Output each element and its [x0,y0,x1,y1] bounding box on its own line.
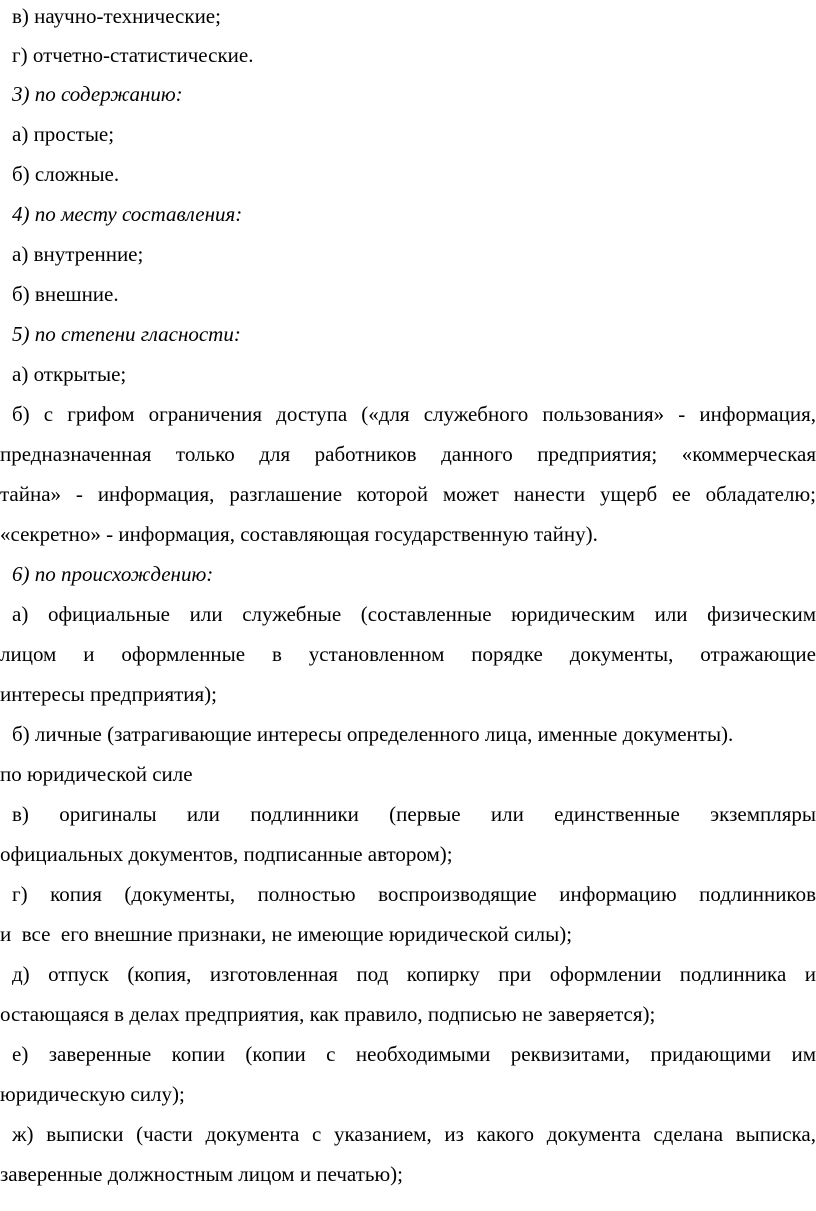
paragraph-line: официальных документов, подписанные автором); [0,842,453,866]
list-item: а) внутренние; [12,242,144,266]
list-item: в) научно-технические; [12,4,221,28]
paragraph-line: б) личные (затрагивающие интересы определенного лица, именные документы). [12,722,734,746]
paragraph-line: г) копия (документы, полностью воспроизводящие информацию подлинников [12,882,816,906]
list-item: а) открытые; [12,362,127,386]
paragraph-line: а) официальные или служебные (составленные юридическим или физическим [12,602,816,626]
list-item: а) простые; [12,122,115,146]
paragraph-line: по юридической силе [0,762,193,786]
paragraph-line: ж) выписки (части документа с указанием, из какого документа сделана выписка, [12,1122,816,1146]
paragraph-line: в) оригиналы или подлинники (первые или единственные экземпляры [12,802,816,826]
paragraph-line: остающаяся в делах предприятия, как правило, подписью не заверяется); [0,1002,656,1026]
section-heading: 5) по степени гласности: [12,322,241,346]
paragraph-line: интересы предприятия); [0,682,218,706]
paragraph-line: лицом и оформленные в установленном порядке документы, отражающие [0,642,816,666]
section-heading: 3) по содержанию: [12,82,183,106]
paragraph-line: тайна» - информация, разглашение которой может нанести ущерб ее обладателю; [0,482,816,506]
paragraph-line: и все его внешние признаки, не имеющие юридической силы); [0,922,573,946]
paragraph-line: д) отпуск (копия, изготовленная под копирку при оформлении подлинника и [12,962,816,986]
section-heading: 4) по месту составления: [12,202,243,226]
list-item: б) внешние. [12,282,119,306]
paragraph-line: е) заверенные копии (копии с необходимыми реквизитами, придающими им [12,1042,816,1066]
paragraph-line: юридическую силу); [0,1082,185,1106]
list-item: г) отчетно-статистические. [12,43,254,67]
paragraph-line: заверенные должностным лицом и печатью); [0,1162,403,1186]
list-item: б) сложные. [12,162,120,186]
section-heading: 6) по происхождению: [12,562,214,586]
paragraph-line: предназначенная только для работников данного предприятия; «коммерческая [0,442,816,466]
paragraph-line: б) с грифом ограничения доступа («для служебного пользования» - информация, [12,402,816,426]
paragraph-line: «секретно» - информация, составляющая государственную тайну). [0,522,598,546]
